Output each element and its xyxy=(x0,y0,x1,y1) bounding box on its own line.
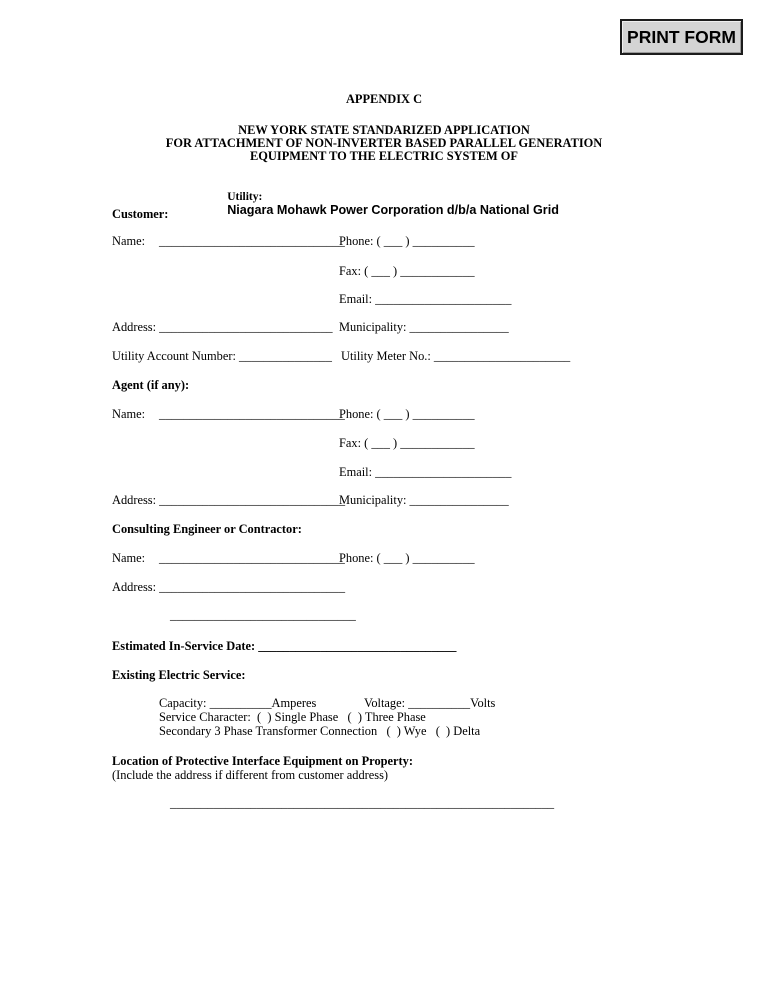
agent-fax-field[interactable]: Fax: ( ___ ) ____________ xyxy=(339,436,475,450)
customer-address-field[interactable]: Address: ____________________________ xyxy=(112,320,333,334)
agent-municipality-field[interactable]: Municipality: ________________ xyxy=(339,493,509,507)
agent-name-field[interactable]: ______________________________ xyxy=(159,407,345,421)
agent-email-field[interactable]: Email: ______________________ xyxy=(339,465,512,479)
utility-account-number-field[interactable]: Utility Account Number: _______________ xyxy=(112,349,332,363)
agent-address-field[interactable]: Address: ______________________________ xyxy=(112,493,346,507)
engineer-name-field[interactable]: ______________________________ xyxy=(159,551,345,565)
location-heading: Location of Protective Interface Equipment on Property: xyxy=(112,754,413,768)
customer-municipality-field[interactable]: Municipality: ________________ xyxy=(339,320,509,334)
service-character-options[interactable]: Service Character: ( ) Single Phase ( ) Three Phase xyxy=(159,710,426,724)
location-note: (Include the address if different from customer address) xyxy=(112,768,389,782)
engineer-phone-field[interactable]: Phone: ( ___ ) __________ xyxy=(339,551,475,565)
agent-phone-field[interactable]: Phone: ( ___ ) __________ xyxy=(339,407,475,421)
engineer-name-label: Name: xyxy=(112,551,146,565)
transformer-connection-options[interactable]: Secondary 3 Phase Transformer Connection ( ) Wye ( ) Delta xyxy=(159,724,481,738)
form-title-line-2: FOR ATTACHMENT OF NON-INVERTER BASED PARALLEL GENERATION xyxy=(165,136,603,150)
utility-label: Utility: xyxy=(227,191,263,204)
customer-name-field[interactable]: ______________________________ xyxy=(159,234,345,248)
voltage-field[interactable]: Voltage: __________Volts xyxy=(364,696,496,710)
utility-meter-number-field[interactable]: Utility Meter No.: ______________________ xyxy=(341,349,571,363)
customer-heading: Customer: xyxy=(112,207,169,221)
in-service-date-field[interactable]: Estimated In-Service Date: ________________________________ xyxy=(112,639,457,653)
location-address-field[interactable]: ______________________________________________________________ xyxy=(170,796,555,810)
engineer-heading: Consulting Engineer or Contractor: xyxy=(112,522,302,536)
customer-fax-field[interactable]: Fax: ( ___ ) ____________ xyxy=(339,264,475,278)
form-title-line-1: NEW YORK STATE STANDARIZED APPLICATION xyxy=(238,123,530,137)
agent-name-label: Name: xyxy=(112,407,146,421)
agent-heading: Agent (if any): xyxy=(112,378,190,392)
customer-phone-field[interactable]: Phone: ( ___ ) __________ xyxy=(339,234,475,248)
customer-name-label: Name: xyxy=(112,234,146,248)
utility-line xyxy=(221,178,559,217)
engineer-address-line2-field[interactable]: ______________________________ xyxy=(170,608,356,622)
customer-email-field[interactable]: Email: ______________________ xyxy=(339,292,512,306)
existing-service-heading: Existing Electric Service: xyxy=(112,668,246,682)
engineer-address-field[interactable]: Address: ______________________________ xyxy=(112,580,346,594)
utility-value: Niagara Mohawk Power Corporation d/b/a National Grid xyxy=(227,202,559,217)
form-title-line-3: EQUIPMENT TO THE ELECTRIC SYSTEM OF xyxy=(250,149,518,163)
appendix-label: APPENDIX C xyxy=(345,92,423,106)
print-form-button[interactable]: PRINT FORM xyxy=(620,19,743,55)
capacity-field[interactable]: Capacity: __________Amperes xyxy=(159,696,317,710)
